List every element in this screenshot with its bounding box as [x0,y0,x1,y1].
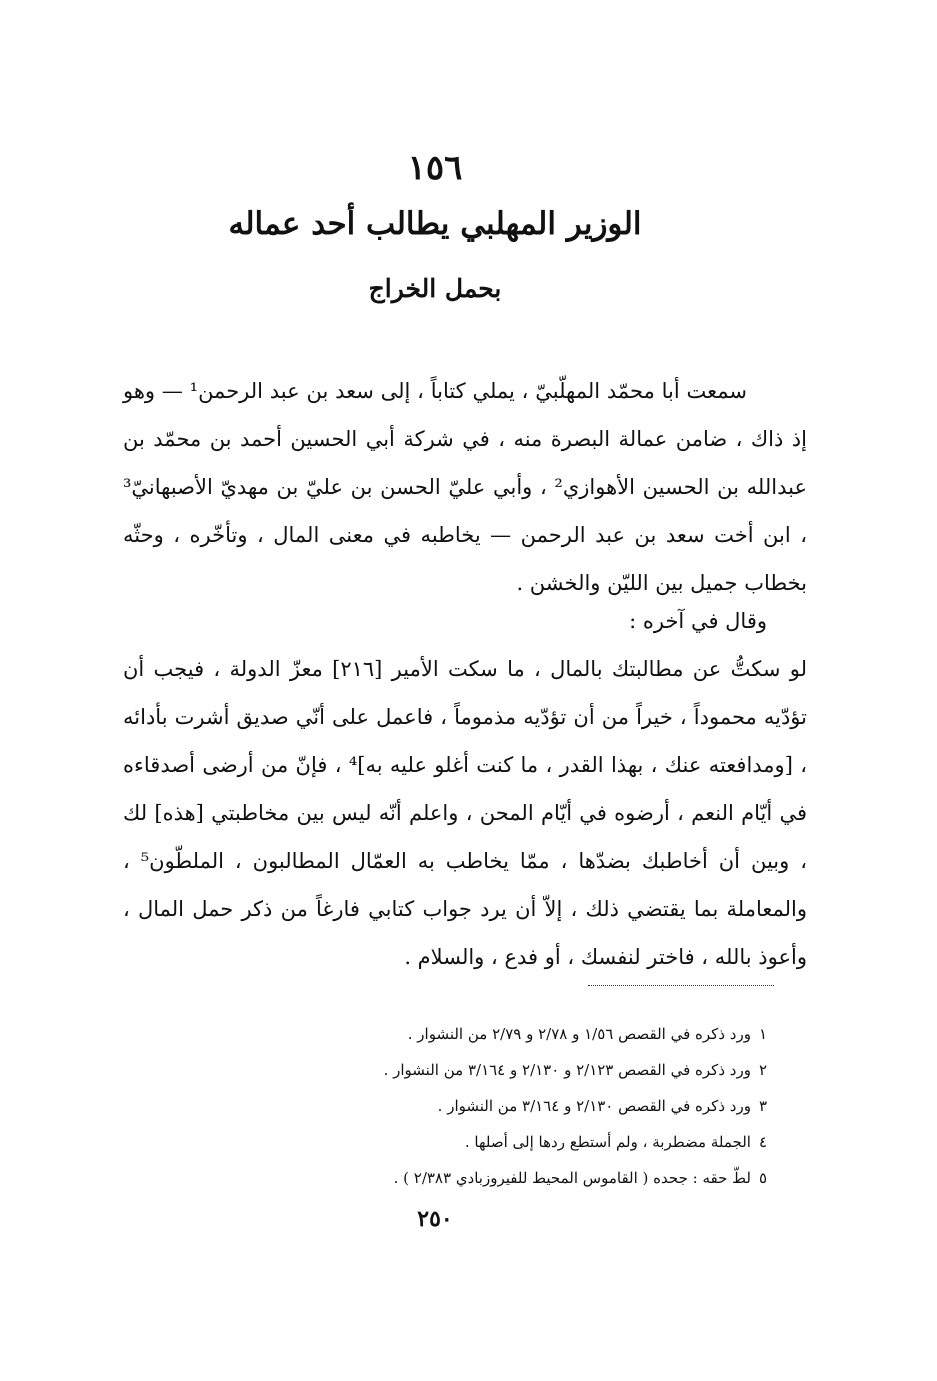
chapter-subtitle: بحمل الخراج [368,274,502,303]
footnote-text: ورد ذكره في القصص ١/٥٦ و ٢/٧٨ و ٢/٧٩ من النشوار . [407,1025,751,1043]
footnote-3 [207,1088,767,1124]
chapter-title: الوزير المهلبي يطالب أحد عماله [228,206,642,242]
footnote-4 [207,1124,767,1160]
body-paragraph-3: لو سكتُّ عن مطالبتك بالمال ، ما سكت الأمير [٢١٦] معزّ الدولة ، فيجب أن تؤدّيه محموداً ، خيراً من أن تؤدّيه مذموماً ، فاعمل على أنّي صديق أشرت بأدائه ، [ومدافعته عنك ، بهذا القدر ، ما كنت أغلو عليه به]⁴ ، فإنّ من أرضى أصدقاءه في أيّام النعم ، أرضوه في أيّام المحن ، واعلم أنّه ليس بين مخاطبتي [هذه] لك ، وبين أن أخاطبك بضدّها ، ممّا يخاطب به العمّال المطالبون ، الملطّون⁵ ، والمعاملة بما يقتضي ذلك ، إلاّ أن يرد جواب كتابي فارغاً من ذكر حمل المال ، وأعوذ بالله ، فاختر لنفسك ، أو فدع ، والسلام . [123,657,808,969]
footnote-2 [207,1052,767,1088]
page-number: ٢٥٠ [417,1206,453,1232]
footnote-5 [207,1160,767,1196]
footnote-number: ٤ [758,1133,767,1151]
section-number: ١٥٦ [407,148,463,188]
body-paragraph-2: وقال في آخره : [629,609,767,633]
footnote-text: ورد ذكره في القصص ٢/١٣٠ و ٣/١٦٤ من النشوار . [437,1097,751,1115]
footnote-number: ٢ [758,1061,767,1079]
footnote-text: الجملة مضطربة ، ولم أستطع ردها إلى أصلها . [464,1133,751,1151]
footnote-number: ٥ [758,1169,767,1187]
footnote-number: ٣ [758,1097,767,1115]
footnote-divider [588,985,774,986]
footnote-number: ١ [758,1025,767,1043]
footnotes [207,1016,767,1196]
footnote-text: لطّ حقه : جحده ( القاموس المحيط للفيروزبادي ٢/٣٨٣ ) . [393,1169,751,1187]
body-paragraph-1: سمعت أبا محمّد المهلّبيّ ، يملي كتاباً ، إلى سعد بن عبد الرحمن¹ — وهو إذ ذاك ، ضامن عمالة البصرة منه ، في شركة أبي الحسين أحمد بن محمّد بن عبدالله بن الحسين الأهوازي² ، وأبي عليّ الحسن بن عليّ بن مهديّ الأصبهانيّ³ ، ابن أخت سعد بن عبد الرحمن — يخاطبه في معنى المال ، وتأخّره ، وحثّه بخطاب جميل بين الليّن والخشن . [123,379,807,595]
footnote-1 [207,1016,767,1052]
footnote-text: ورد ذكره في القصص ٢/١٢٣ و ٢/١٣٠ و ٣/١٦٤ من النشوار . [383,1061,751,1079]
